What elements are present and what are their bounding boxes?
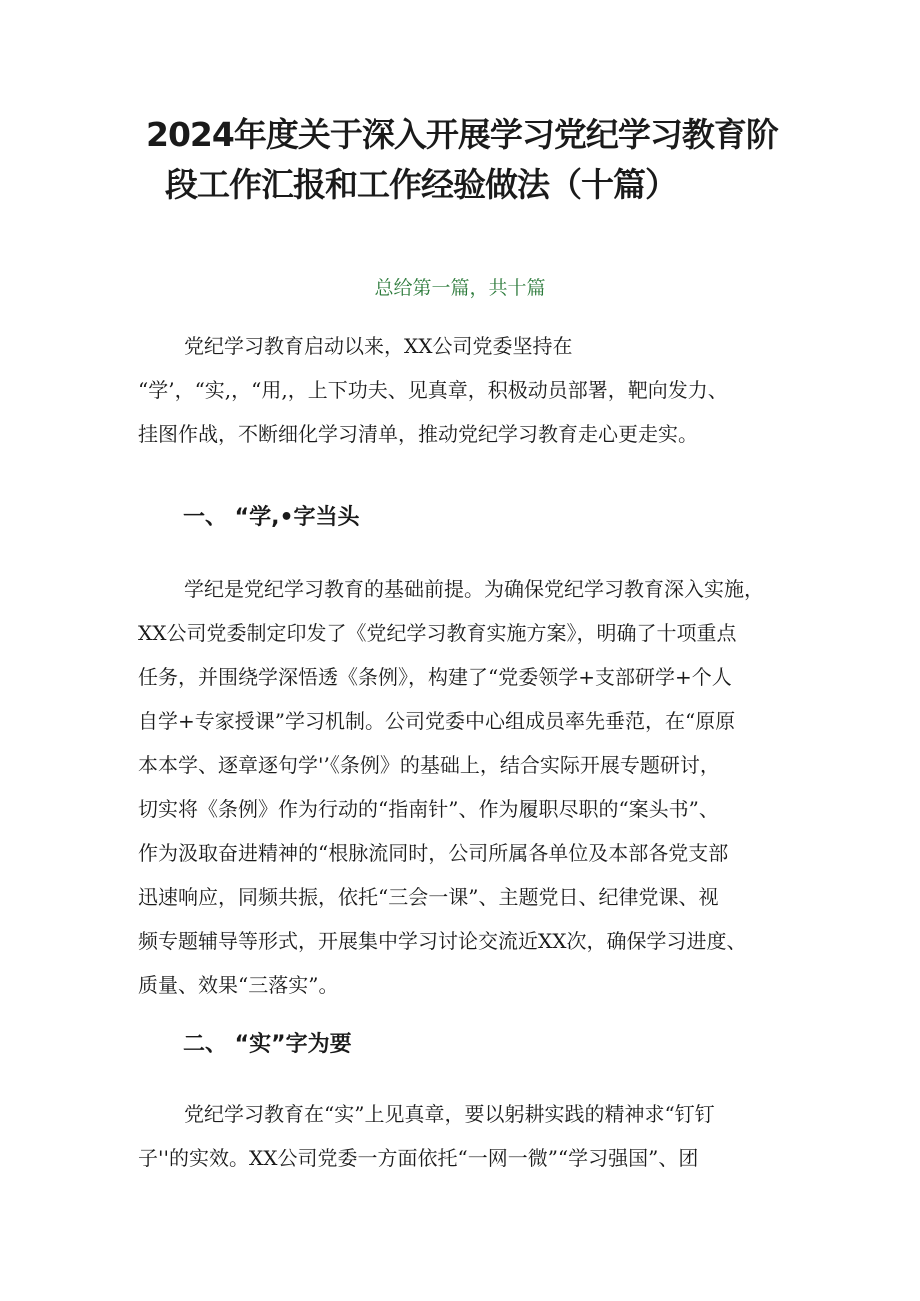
title-line-2: 段工作汇报和工作经验做法（十篇） xyxy=(165,165,677,204)
paragraph-line: 学纪是党纪学习教育的基础前提。为确保党纪学习教育深入实施， xyxy=(184,577,764,601)
paragraph-line: 任务，并围绕学深悟透《条例》，构建了“党委领学+支部研学+个人 xyxy=(138,665,732,689)
paragraph-line: 挂图作战，不断细化学习清单，推动党纪学习教育走心更走实。 xyxy=(138,422,698,446)
paragraph-line: 作为汲取奋进精神的“根脉流同时，公司所属各单位及本部各党支部 xyxy=(138,841,729,865)
title-line-1: 2024年度关于深入开展学习党纪学习教育阶 xyxy=(146,115,778,154)
paragraph-line: 本本学、逐章逐句学'’《条例》的基础上，结合实际开展专题研讨， xyxy=(138,753,720,777)
paragraph-line: 党纪学习教育启动以来，XX公司党委坚持在 xyxy=(184,334,573,358)
document-title xyxy=(140,110,820,210)
section-1-heading: 一、 “学,•字当头 xyxy=(183,505,360,530)
document-subtitle: 总给第一篇，共十篇 xyxy=(374,277,546,299)
paragraph-line: “学’，“实,，“用,，上下功夫、见真章，积极动员部署，靶向发力、 xyxy=(138,378,728,402)
paragraph-line: 质量、效果“三落实”。 xyxy=(138,973,339,997)
section-2-heading: 二、 “实”字为要 xyxy=(183,1032,352,1057)
paragraph-line: 迅速响应，同频共振，依托“三会一课”、主题党日、纪律党课、视 xyxy=(138,885,719,909)
paragraph-line: 党纪学习教育在“实”上见真章，要以躬耕实践的精神求“钉钉 xyxy=(184,1102,715,1126)
paragraph-line: 切实将《条例》作为行动的“指南针”、作为履职尽职的“案头书”、 xyxy=(138,797,719,821)
section-2-paragraph xyxy=(138,1092,788,1180)
intro-paragraph xyxy=(138,324,788,456)
paragraph-line: 频专题辅导等形式，开展集中学习讨论交流近XX次，确保学习进度、 xyxy=(138,929,747,953)
paragraph-line: 自学+专家授课”学习机制。公司党委中心组成员率先垂范，在“原原 xyxy=(138,709,736,733)
paragraph-line: XX公司党委制定印发了《党纪学习教育实施方案》，明确了十项重点 xyxy=(138,621,737,645)
paragraph-line: 子''的实效。XX公司党委一方面依托“一网一微”“学习强国”、团 xyxy=(138,1146,699,1170)
section-1-paragraph xyxy=(138,567,788,1007)
